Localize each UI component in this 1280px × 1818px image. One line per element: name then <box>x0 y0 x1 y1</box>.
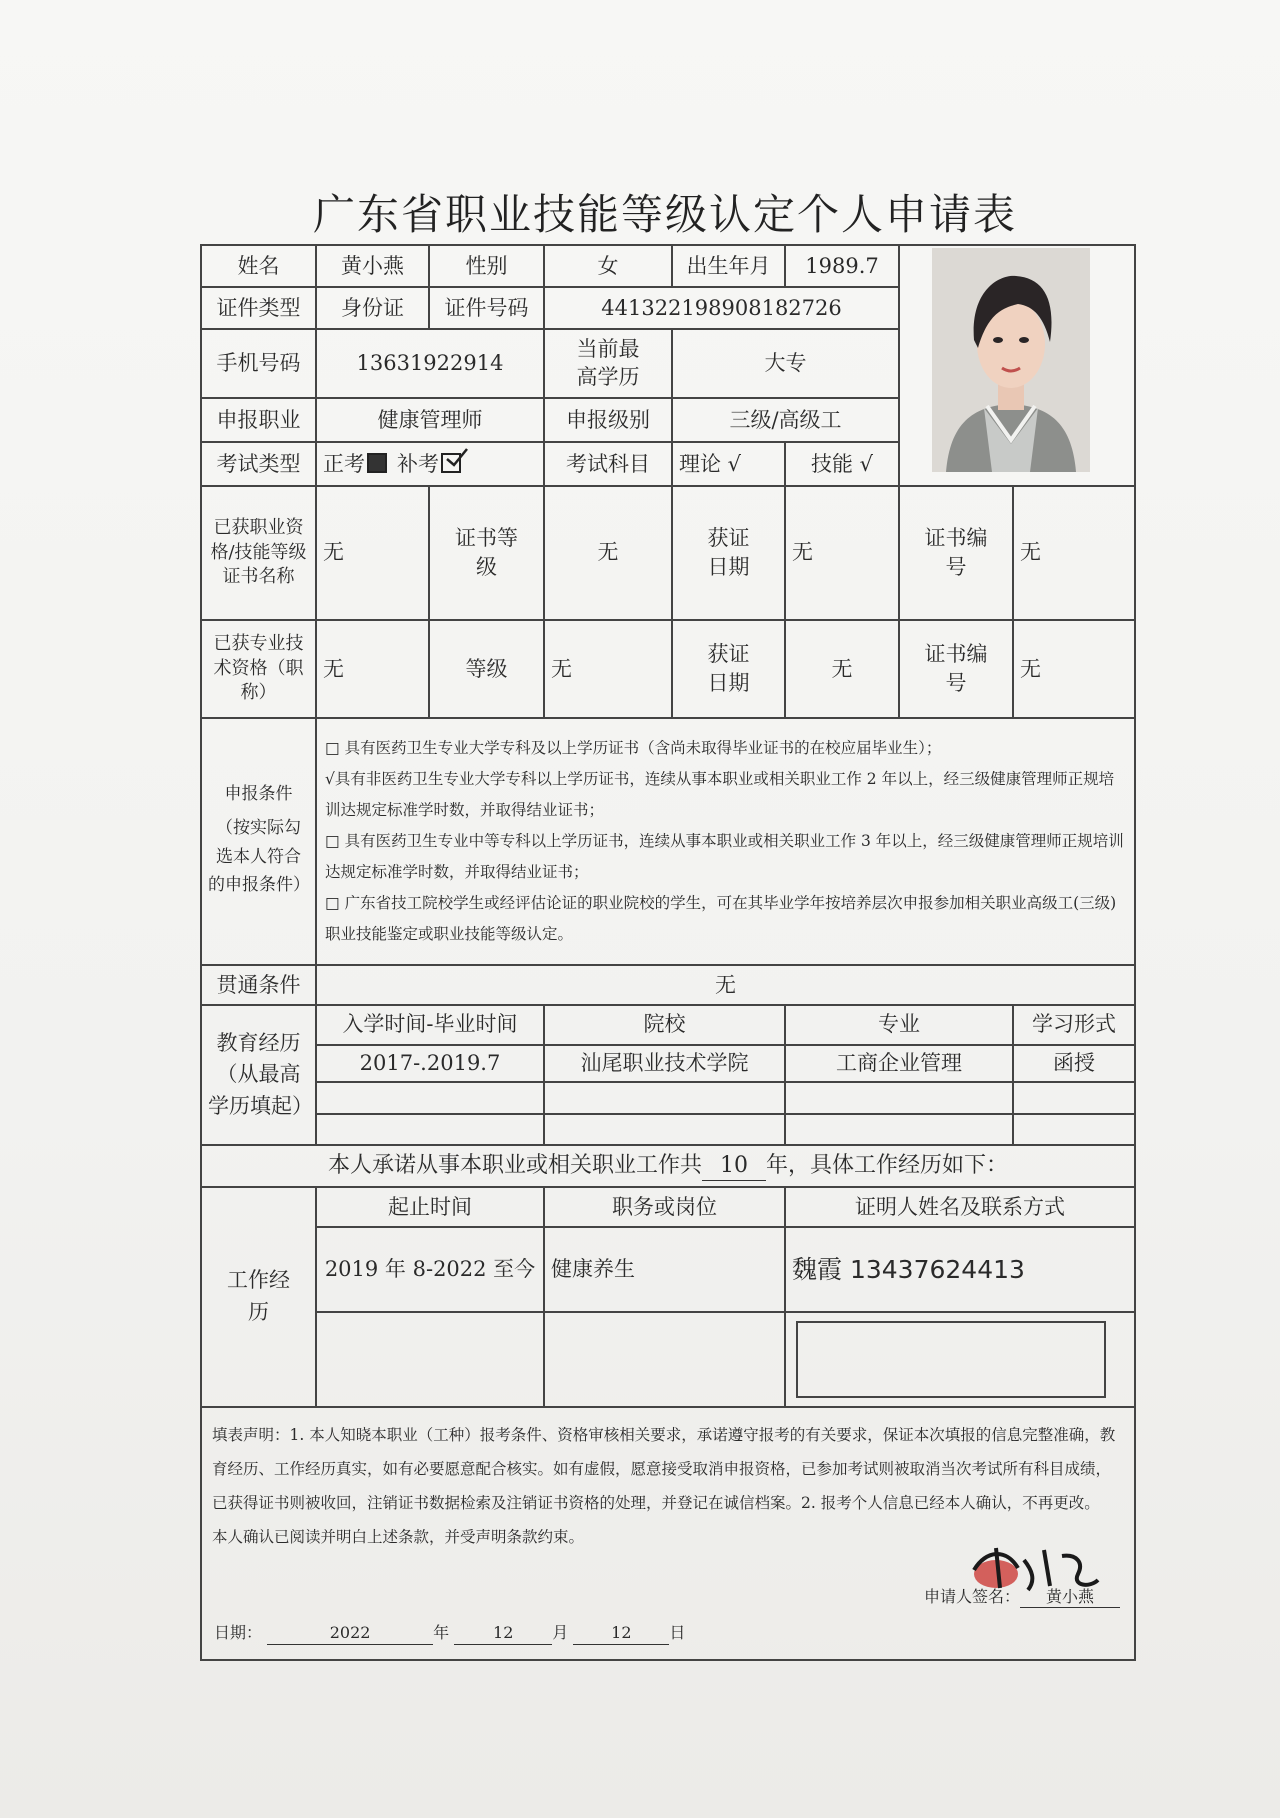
birth-label: 出生年月 <box>672 245 785 287</box>
subject-label: 考试科目 <box>544 442 672 486</box>
work-years: 10 <box>702 1151 766 1182</box>
condition-item-checked: √具有非医药卫生专业大学专科以上学历证书，连续从事本职业或相关职业工作 2 年以上，经三级健康管理师正规培训达规定标准学时数，并取得结业证书； <box>325 770 1115 819</box>
through-label: 贯通条件 <box>201 965 316 1005</box>
vocational-grade-label: 证书等级 <box>429 486 544 620</box>
condition-item: □ 具有医药卫生专业中等专科以上学历证书，连续从事本职业或相关职业工作 3 年以上，经三级健康管理师正规培训达规定标准学时数，并取得结业证书； <box>325 832 1124 881</box>
work-label: 工作经历 <box>201 1187 316 1407</box>
work-cell: 2019 年 8-2022 至今 <box>316 1227 544 1313</box>
id-type-label: 证件类型 <box>201 287 316 329</box>
vocational-cert-name: 无 <box>316 486 429 620</box>
education-header-major: 专业 <box>785 1005 1013 1045</box>
declaration-confirm: 本人确认已阅读并明白上述条款，并受声明条款约束。 <box>212 1527 585 1546</box>
form-title: 广东省职业技能等级认定个人申请表 <box>312 190 1017 239</box>
professional-no-value: 无 <box>1013 620 1135 718</box>
vocational-no-label: 证书编号 <box>899 486 1013 620</box>
education-header-period: 入学时间-毕业时间 <box>316 1005 544 1045</box>
id-no-label: 证件号码 <box>429 287 544 329</box>
photo-cell <box>899 245 1135 486</box>
makeup-box-check-icon <box>441 453 461 473</box>
phone-label: 手机号码 <box>201 329 316 398</box>
work-cell <box>316 1312 544 1406</box>
education-cell: 2017-.2019.7 <box>316 1045 544 1083</box>
vocational-no-value: 无 <box>1013 486 1135 620</box>
education-cell <box>1013 1082 1135 1113</box>
education-cell <box>785 1082 1013 1113</box>
exam-type-regular: 正考 <box>323 451 365 476</box>
work-cell: 健康养生 <box>544 1227 785 1313</box>
id-no-value: 441322198908182726 <box>544 287 899 329</box>
id-type-value: 身份证 <box>316 287 429 329</box>
date-label: 日期： <box>214 1623 263 1643</box>
work-promise-suffix: 年，具体工作经历如下： <box>766 1152 1009 1178</box>
professional-title-label: 已获专业技术资格（职称） <box>201 620 316 718</box>
professional-grade-label: 等级 <box>429 620 544 718</box>
subject-theory: 理论 √ <box>672 442 785 486</box>
condition-item: □ 广东省技工院校学生或经评估论证的职业院校的学生，可在其毕业学年按培养层次申报参加相关职业高级工(三级)职业技能鉴定或职业技能等级认定。 <box>325 894 1117 943</box>
phone-value: 13631922914 <box>316 329 544 398</box>
reference-box <box>796 1321 1106 1397</box>
gender-value: 女 <box>544 245 672 287</box>
work-promise-prefix: 本人承诺从事本职业或相关职业工作共 <box>327 1152 702 1178</box>
signature-name: 黄小燕 <box>1020 1586 1120 1609</box>
work-cell <box>785 1312 1135 1406</box>
education-cell: 汕尾职业技术学院 <box>544 1045 785 1083</box>
date-month-unit: 月 <box>552 1623 569 1643</box>
education-cell <box>544 1114 785 1145</box>
work-header-reference: 证明人姓名及联系方式 <box>785 1187 1135 1227</box>
education-cell <box>544 1082 785 1113</box>
professional-date-label: 获证日期 <box>672 620 785 718</box>
conditions-label-cell <box>201 718 316 965</box>
education-label: 教育经历（从最高学历填起） <box>201 1005 316 1145</box>
vocational-grade-value: 无 <box>544 486 672 620</box>
work-cell <box>544 1312 785 1406</box>
professional-grade-value: 无 <box>544 620 672 718</box>
vocational-date-value: 无 <box>785 486 899 620</box>
vocational-date-label: 获证日期 <box>672 486 785 620</box>
signature-row <box>924 1586 1120 1609</box>
date-day-unit: 日 <box>669 1623 686 1643</box>
applicant-photo <box>932 248 1090 472</box>
conditions-label: 申报条件 <box>224 783 293 804</box>
work-header-period: 起止时间 <box>316 1187 544 1227</box>
conditions-list <box>316 718 1135 965</box>
exam-type-value <box>316 442 544 486</box>
date-year: 2022 <box>267 1622 433 1645</box>
work-cell: 魏霞 13437624413 <box>785 1227 1135 1313</box>
date-year-unit: 年 <box>433 1623 450 1643</box>
date-day: 12 <box>573 1622 669 1645</box>
occupation-label: 申报职业 <box>201 398 316 442</box>
condition-item: □ 具有医药卫生专业大学专科及以上学历证书（含尚未取得毕业证书的在校应届毕业生）； <box>325 739 942 757</box>
subject-skill: 技能 √ <box>785 442 899 486</box>
birth-value: 1989.7 <box>785 245 899 287</box>
application-form <box>200 244 1136 1661</box>
edu-value: 大专 <box>672 329 899 398</box>
date-row <box>214 1622 685 1645</box>
education-header-school: 院校 <box>544 1005 785 1045</box>
portrait-image <box>932 248 1090 472</box>
exam-type-makeup: 补考 <box>397 451 439 476</box>
education-cell <box>785 1114 1013 1145</box>
edu-label: 当前最高学历 <box>544 329 672 398</box>
through-value: 无 <box>316 965 1135 1005</box>
professional-title-name: 无 <box>316 620 429 718</box>
education-cell <box>1013 1114 1135 1145</box>
education-header-mode: 学习形式 <box>1013 1005 1135 1045</box>
education-cell <box>316 1114 544 1145</box>
declaration-cell <box>201 1407 1135 1660</box>
gender-label: 性别 <box>429 245 544 287</box>
declaration-text: 填表声明：1. 本人知晓本职业（工种）报考条件、资格审核相关要求，承诺遵守报考的有关要求，保证本次填报的信息完整准确，教育经历、工作经历真实，如有必要愿意配合核实。如有虚假，愿意接受取消申报资格，已参加考试则被取消当次考试所有科目成绩，已获得证书则被收回，注销证书数据检索及注销证书资格的处理，并登记在诚信档案。2. 报考个人信息已经本人确认，不再更改。 <box>212 1425 1116 1512</box>
work-header-position: 职务或岗位 <box>544 1187 785 1227</box>
regular-box-icon <box>367 453 387 473</box>
name-label: 姓名 <box>201 245 316 287</box>
education-cell <box>316 1082 544 1113</box>
conditions-hint: （按实际勾选本人符合的申报条件） <box>208 817 310 896</box>
education-cell: 函授 <box>1013 1045 1135 1083</box>
signature-label: 申请人签名： <box>923 1586 1020 1606</box>
work-promise <box>201 1145 1135 1187</box>
level-value: 三级/高级工 <box>672 398 899 442</box>
occupation-value: 健康管理师 <box>316 398 544 442</box>
education-cell: 工商企业管理 <box>785 1045 1013 1083</box>
professional-no-label: 证书编号 <box>899 620 1013 718</box>
professional-date-value: 无 <box>785 620 899 718</box>
level-label: 申报级别 <box>544 398 672 442</box>
vocational-cert-label: 已获职业资格/技能等级证书名称 <box>201 486 316 620</box>
exam-type-label: 考试类型 <box>201 442 316 486</box>
name-value: 黄小燕 <box>316 245 429 287</box>
date-month: 12 <box>454 1622 552 1645</box>
